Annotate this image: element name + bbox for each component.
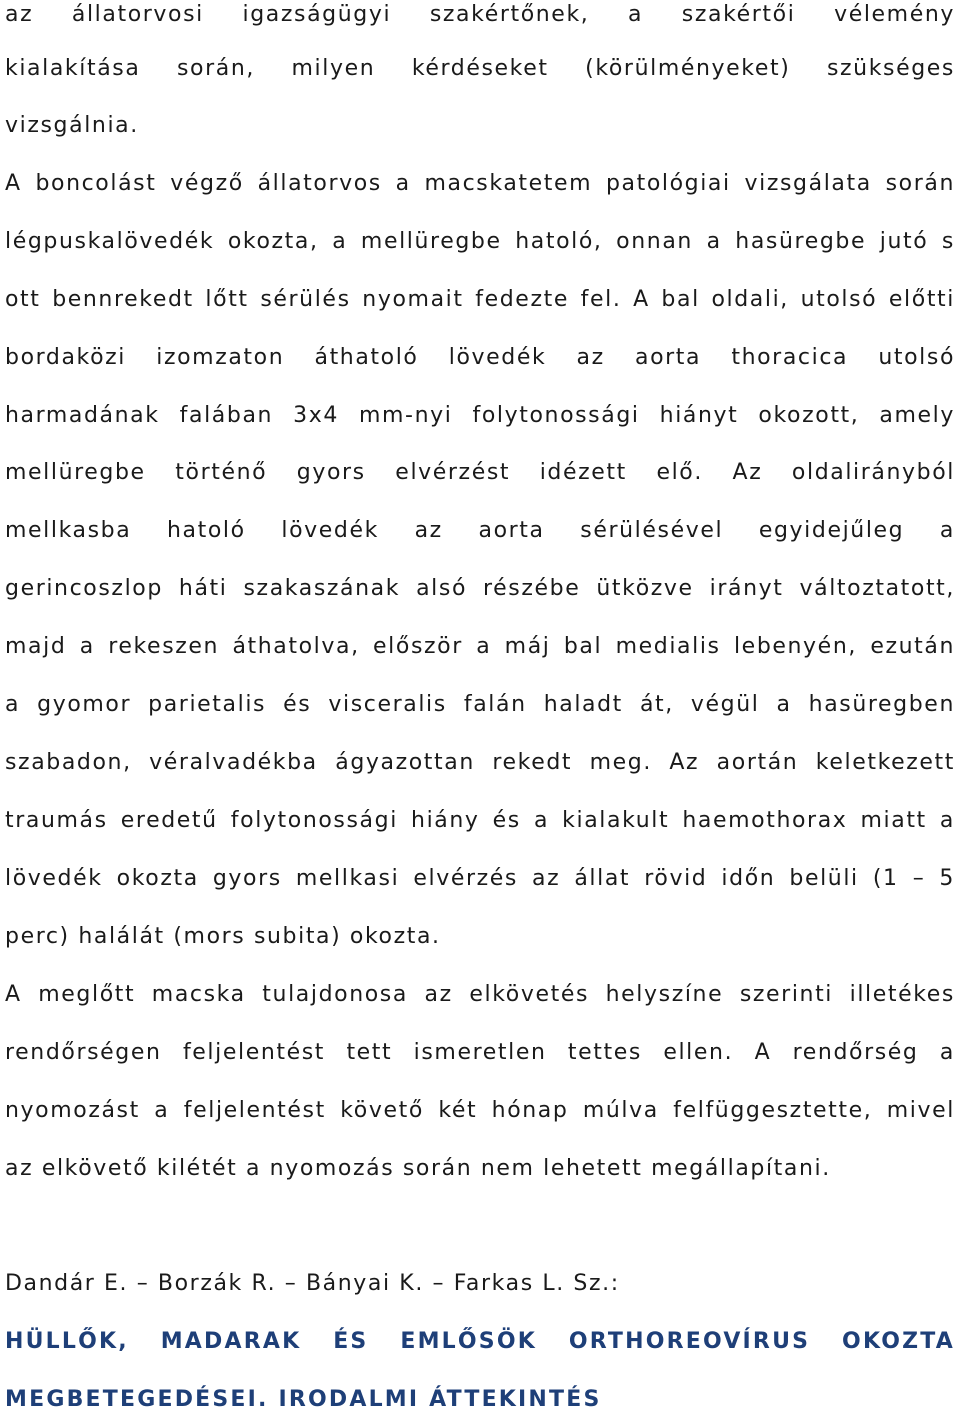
text-line: mellüregbe történő gyors elvérzést idézett elő. Az oldalirányból bbox=[5, 460, 955, 485]
article-title-line: HÜLLŐK, MADARAK ÉS EMLŐSÖK ORTHOREOVÍRUS OKOZTA bbox=[5, 1329, 955, 1354]
authors-line: Dandár E. – Borzák R. – Bányai K. – Farkas L. Sz.: bbox=[5, 1271, 620, 1296]
text-line: mellkasba hatoló lövedék az aorta sérülésével egyidejűleg a bbox=[5, 518, 955, 543]
text-line: szabadon, véralvadékba ágyazottan rekedt meg. Az aortán keletkezett bbox=[5, 750, 955, 775]
text-line: A boncolást végző állatorvos a macskatetem patológiai vizsgálata során bbox=[5, 171, 955, 196]
text-line: az állatorvosi igazságügyi szakértőnek, a szakértői vélemény bbox=[5, 2, 955, 27]
text-line: gerincoszlop háti szakaszának alsó részébe ütközve irányt változtatott, bbox=[5, 576, 955, 601]
text-line: harmadának falában 3x4 mm-nyi folytonossági hiányt okozott, amely bbox=[5, 403, 955, 428]
text-line: az elkövető kilétét a nyomozás során nem lehetett megállapítani. bbox=[5, 1156, 831, 1181]
text-line: traumás eredetű folytonossági hiány és a kialakult haemothorax miatt a bbox=[5, 808, 955, 833]
text-line: légpuskalövedék okozta, a mellüregbe hatoló, onnan a hasüregbe jutó s bbox=[5, 229, 955, 254]
article-title-line: MEGBETEGEDÉSEI. IRODALMI ÁTTEKINTÉS bbox=[5, 1387, 602, 1412]
text-line: kialakítása során, milyen kérdéseket (körülményeket) szükséges bbox=[5, 56, 955, 81]
text-line: majd a rekeszen áthatolva, először a máj bal medialis lebenyén, ezután bbox=[5, 634, 955, 659]
text-line: ott bennrekedt lőtt sérülés nyomait fedezte fel. A bal oldali, utolsó előtti bbox=[5, 287, 955, 312]
text-line: A meglőtt macska tulajdonosa az elkövetés helyszíne szerinti illetékes bbox=[5, 982, 955, 1007]
text-line: lövedék okozta gyors mellkasi elvérzés az állat rövid időn belüli (1 – 5 bbox=[5, 866, 955, 891]
text-line: perc) halálát (mors subita) okozta. bbox=[5, 924, 441, 949]
text-line: bordaközi izomzaton áthatoló lövedék az aorta thoracica utolsó bbox=[5, 345, 955, 370]
text-line: a gyomor parietalis és visceralis falán haladt át, végül a hasüregben bbox=[5, 692, 955, 717]
text-line: nyomozást a feljelentést követő két hónap múlva felfüggesztette, mivel bbox=[5, 1098, 955, 1123]
text-line: rendőrségen feljelentést tett ismeretlen tettes ellen. A rendőrség a bbox=[5, 1040, 955, 1065]
text-line: vizsgálnia. bbox=[5, 113, 139, 138]
